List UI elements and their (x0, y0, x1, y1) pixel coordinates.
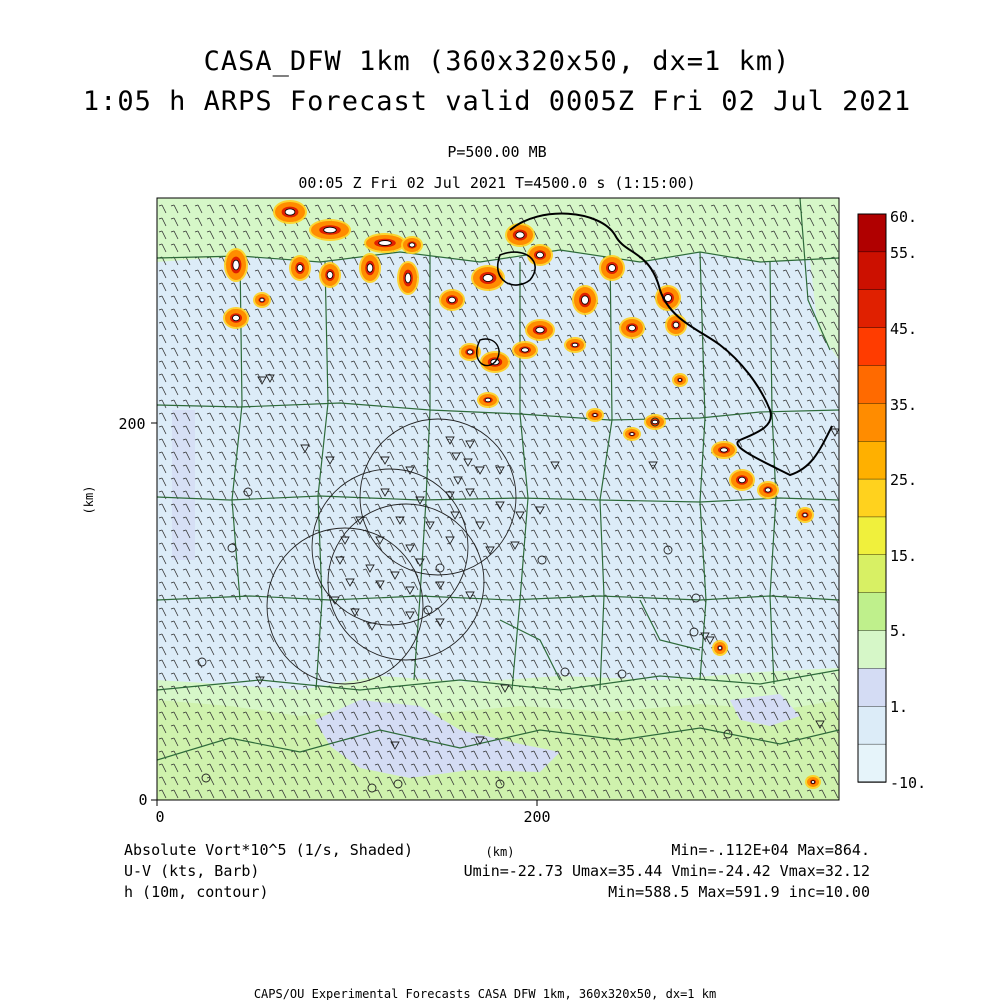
y-tick-200: 200 (118, 415, 146, 433)
colorbar-swatch (858, 631, 886, 669)
colorbar-swatch (858, 214, 886, 252)
x-tick-0: 0 (155, 808, 165, 826)
field3-stats: Min=588.5 Max=591.9 inc=10.00 (608, 883, 870, 901)
colorbar-swatch (858, 555, 886, 593)
colorbar-label: 15. (890, 547, 918, 565)
colorbar-label: -10. (890, 774, 927, 792)
y-axis-unit: (km) (82, 485, 96, 515)
colorbar-swatch (858, 668, 886, 706)
colorbar-swatch (858, 479, 886, 517)
colorbar-label: 25. (890, 471, 918, 489)
field1-stats: Min=-.112E+04 Max=864. (671, 841, 870, 859)
title-line-2: 1:05 h ARPS Forecast valid 0005Z Fri 02 Jul 2021 (82, 86, 912, 117)
colorbar-swatch (858, 290, 886, 328)
colorbar-swatch (858, 403, 886, 441)
map-panel (157, 198, 839, 800)
colorbar-swatch (858, 365, 886, 403)
x-tick-200: 200 (523, 808, 551, 826)
y-axis (82, 415, 157, 809)
field1-label: Absolute Vort*10^5 (1/s, Shaded) (124, 841, 413, 859)
valid-time: 00:05 Z Fri 02 Jul 2021 T=4500.0 s (1:15:00) (298, 174, 696, 192)
y-tick-0: 0 (138, 791, 148, 809)
colorbar-swatch (858, 744, 886, 782)
colorbar-swatch (858, 252, 886, 290)
colorbar-swatch (858, 706, 886, 744)
colorbar-swatch (858, 328, 886, 366)
colorbar-label: 5. (890, 622, 909, 640)
colorbar-label: 35. (890, 396, 918, 414)
colorbar-swatch (858, 593, 886, 631)
colorbar-label: 1. (890, 698, 909, 716)
shade-lavender-strip (172, 410, 195, 560)
colorbar-swatch (858, 517, 886, 555)
field2-label: U-V (kts, Barb) (124, 862, 260, 880)
field2-stats: Umin=-22.73 Umax=35.44 Vmin=-24.42 Vmax=32.12 (463, 862, 870, 880)
colorbar-swatch (858, 441, 886, 479)
x-axis-unit: (km) (485, 845, 515, 859)
colorbar (858, 208, 926, 792)
colorbar-label: 55. (890, 244, 918, 262)
title-line-1: CASA_DFW 1km (360x320x50, dx=1 km) (203, 46, 791, 77)
colorbar-label: 60. (890, 208, 918, 226)
colorbar-label: 45. (890, 320, 918, 338)
pressure-level: P=500.00 MB (447, 143, 547, 161)
field3-label: h (10m, contour) (124, 883, 269, 901)
credit-line: CAPS/OU Experimental Forecasts CASA DFW 1km, 360x320x50, dx=1 km (253, 987, 717, 1000)
